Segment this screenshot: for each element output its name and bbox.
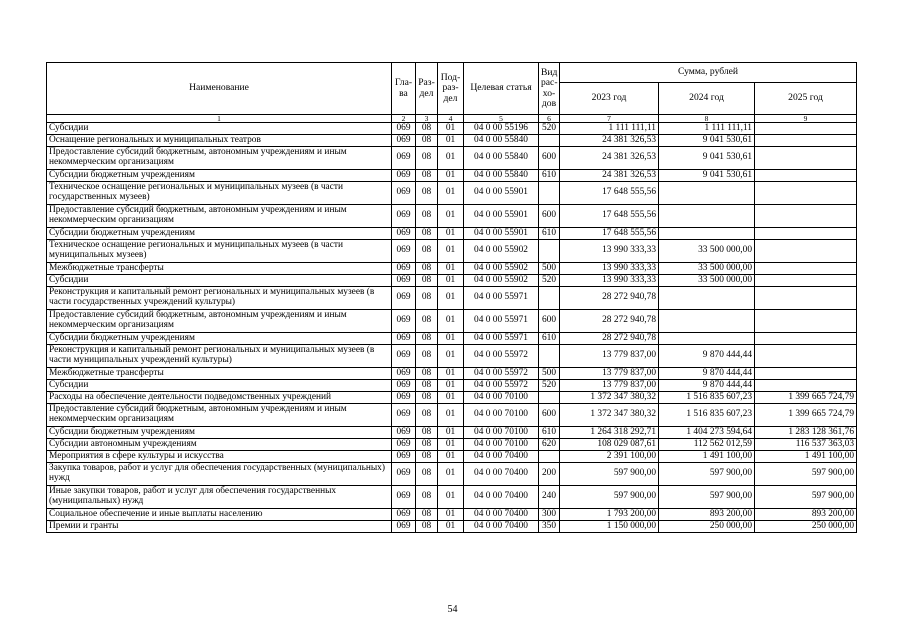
- cell-sum-2025: [755, 170, 857, 182]
- cell-subsection: 01: [438, 123, 464, 135]
- cell-sum-2024: 33 500 000,00: [659, 263, 755, 275]
- cell-name: Предоставление субсидий бюджетным, автономным учреждениям и иным некоммерческим организациям: [47, 310, 392, 333]
- cell-name: Иные закупки товаров, работ и услуг для обеспечения государственных (муниципальных) нужд: [47, 486, 392, 509]
- cell-sum-2023: 1 372 347 380,32: [560, 392, 659, 404]
- cell-expense-type: 620: [539, 439, 560, 451]
- cell-chapter: 069: [392, 439, 416, 451]
- cell-subsection: 01: [438, 228, 464, 240]
- cell-sum-2023: 1 150 000,00: [560, 521, 659, 533]
- cell-sum-2024: [659, 310, 755, 333]
- column-numbers-row: [47, 115, 857, 123]
- cell-subsection: 01: [438, 439, 464, 451]
- cell-subsection: 01: [438, 404, 464, 427]
- cell-sum-2025: [755, 147, 857, 170]
- cell-sum-2023: 1 372 347 380,32: [560, 404, 659, 427]
- cell-chapter: 069: [392, 135, 416, 147]
- cell-chapter: 069: [392, 205, 416, 228]
- cell-expense-type: 610: [539, 170, 560, 182]
- cell-sum-2025: [755, 135, 857, 147]
- cell-section: 08: [416, 404, 438, 427]
- table-row: [47, 182, 857, 205]
- header-expense-type: Вид рас-хо-дов: [539, 63, 560, 115]
- table-row: [47, 205, 857, 228]
- cell-subsection: 01: [438, 486, 464, 509]
- cell-sum-2025: [755, 263, 857, 275]
- cell-expense-type: [539, 135, 560, 147]
- cell-section: 08: [416, 439, 438, 451]
- table-row: [47, 275, 857, 287]
- column-number: 5: [464, 115, 539, 123]
- cell-expense-type: [539, 392, 560, 404]
- cell-target: 04 0 00 70100: [464, 427, 539, 439]
- cell-name: Субсидии: [47, 275, 392, 287]
- cell-subsection: 01: [438, 205, 464, 228]
- cell-chapter: 069: [392, 228, 416, 240]
- cell-subsection: 01: [438, 275, 464, 287]
- column-number: 1: [47, 115, 392, 123]
- cell-sum-2023: 597 900,00: [560, 486, 659, 509]
- cell-subsection: 01: [438, 263, 464, 275]
- cell-subsection: 01: [438, 310, 464, 333]
- cell-subsection: 01: [438, 509, 464, 521]
- cell-sum-2025: [755, 310, 857, 333]
- cell-sum-2023: 28 272 940,78: [560, 333, 659, 345]
- cell-chapter: 069: [392, 333, 416, 345]
- cell-expense-type: [539, 240, 560, 263]
- cell-expense-type: 610: [539, 333, 560, 345]
- cell-section: 08: [416, 333, 438, 345]
- cell-sum-2024: [659, 205, 755, 228]
- cell-name: Субсидии бюджетным учреждениям: [47, 170, 392, 182]
- cell-expense-type: [539, 451, 560, 463]
- cell-subsection: 01: [438, 463, 464, 486]
- cell-sum-2023: 28 272 940,78: [560, 310, 659, 333]
- cell-chapter: 069: [392, 310, 416, 333]
- cell-chapter: 069: [392, 486, 416, 509]
- table-row: [47, 368, 857, 380]
- table-row: [47, 380, 857, 392]
- cell-sum-2023: 2 391 100,00: [560, 451, 659, 463]
- cell-sum-2023: 13 990 333,33: [560, 240, 659, 263]
- cell-target: 04 0 00 70400: [464, 463, 539, 486]
- cell-target: 04 0 00 55840: [464, 135, 539, 147]
- cell-expense-type: 610: [539, 427, 560, 439]
- cell-sum-2023: 1 793 200,00: [560, 509, 659, 521]
- cell-name: Межбюджетные трансферты: [47, 263, 392, 275]
- cell-name: Предоставление субсидий бюджетным, автономным учреждениям и иным некоммерческим организациям: [47, 205, 392, 228]
- cell-target: 04 0 00 55901: [464, 182, 539, 205]
- cell-section: 08: [416, 380, 438, 392]
- header-2023: 2023 год: [560, 83, 659, 115]
- cell-section: 08: [416, 147, 438, 170]
- cell-chapter: 069: [392, 451, 416, 463]
- cell-chapter: 069: [392, 240, 416, 263]
- cell-sum-2025: 1 283 128 361,76: [755, 427, 857, 439]
- cell-sum-2025: [755, 333, 857, 345]
- cell-sum-2023: 13 990 333,33: [560, 275, 659, 287]
- cell-name: Реконструкция и капитальный ремонт региональных и муниципальных музеев (в части муниципальных учреждений культуры): [47, 345, 392, 368]
- cell-chapter: 069: [392, 182, 416, 205]
- cell-chapter: 069: [392, 170, 416, 182]
- cell-sum-2025: [755, 368, 857, 380]
- cell-sum-2023: 13 779 837,00: [560, 368, 659, 380]
- cell-subsection: 01: [438, 451, 464, 463]
- cell-target: 04 0 00 55971: [464, 333, 539, 345]
- cell-subsection: 01: [438, 427, 464, 439]
- cell-target: 04 0 00 55902: [464, 240, 539, 263]
- cell-subsection: 01: [438, 392, 464, 404]
- cell-subsection: 01: [438, 147, 464, 170]
- cell-sum-2024: 1 404 273 594,64: [659, 427, 755, 439]
- cell-sum-2023: 108 029 087,61: [560, 439, 659, 451]
- table-row: [47, 463, 857, 486]
- cell-section: 08: [416, 345, 438, 368]
- cell-expense-type: 520: [539, 123, 560, 135]
- cell-sum-2024: 112 562 012,59: [659, 439, 755, 451]
- header-subsection: Под-раз-дел: [438, 63, 464, 115]
- cell-sum-2024: 9 870 444,44: [659, 368, 755, 380]
- cell-sum-2025: [755, 123, 857, 135]
- cell-section: 08: [416, 463, 438, 486]
- cell-sum-2025: [755, 345, 857, 368]
- table-row: [47, 333, 857, 345]
- column-number: 7: [560, 115, 659, 123]
- cell-sum-2024: 250 000,00: [659, 521, 755, 533]
- cell-section: 08: [416, 392, 438, 404]
- cell-name: Предоставление субсидий бюджетным, автономным учреждениям и иным некоммерческим организациям: [47, 404, 392, 427]
- cell-name: Субсидии бюджетным учреждениям: [47, 427, 392, 439]
- cell-chapter: 069: [392, 463, 416, 486]
- cell-expense-type: [539, 345, 560, 368]
- table-row: [47, 263, 857, 275]
- cell-target: 04 0 00 55196: [464, 123, 539, 135]
- cell-target: 04 0 00 70400: [464, 509, 539, 521]
- cell-chapter: 069: [392, 509, 416, 521]
- cell-section: 08: [416, 228, 438, 240]
- cell-section: 08: [416, 310, 438, 333]
- cell-subsection: 01: [438, 135, 464, 147]
- cell-expense-type: 600: [539, 147, 560, 170]
- cell-subsection: 01: [438, 380, 464, 392]
- cell-sum-2023: 17 648 555,56: [560, 228, 659, 240]
- cell-sum-2025: 116 537 363,03: [755, 439, 857, 451]
- cell-sum-2025: [755, 380, 857, 392]
- cell-sum-2023: 13 779 837,00: [560, 345, 659, 368]
- table-row: [47, 486, 857, 509]
- cell-sum-2025: 1 399 665 724,79: [755, 404, 857, 427]
- cell-subsection: 01: [438, 240, 464, 263]
- header-chapter: Гла-ва: [392, 63, 416, 115]
- table-row: [47, 123, 857, 135]
- cell-expense-type: 350: [539, 521, 560, 533]
- table-row: [47, 427, 857, 439]
- cell-sum-2025: 1 399 665 724,79: [755, 392, 857, 404]
- cell-chapter: 069: [392, 368, 416, 380]
- cell-expense-type: 520: [539, 380, 560, 392]
- cell-target: 04 0 00 70400: [464, 521, 539, 533]
- table-row: [47, 147, 857, 170]
- cell-expense-type: 200: [539, 463, 560, 486]
- cell-target: 04 0 00 55901: [464, 205, 539, 228]
- cell-section: 08: [416, 451, 438, 463]
- cell-expense-type: 600: [539, 205, 560, 228]
- cell-sum-2023: 24 381 326,53: [560, 135, 659, 147]
- cell-name: Предоставление субсидий бюджетным, автономным учреждениям и иным некоммерческим организациям: [47, 147, 392, 170]
- table-header: [47, 63, 857, 123]
- cell-sum-2023: 24 381 326,53: [560, 170, 659, 182]
- cell-section: 08: [416, 123, 438, 135]
- cell-expense-type: 240: [539, 486, 560, 509]
- cell-name: Техническое оснащение региональных и муниципальных музеев (в части муниципальных музеев): [47, 240, 392, 263]
- cell-target: 04 0 00 55840: [464, 147, 539, 170]
- cell-name: Субсидии бюджетным учреждениям: [47, 333, 392, 345]
- cell-chapter: 069: [392, 287, 416, 310]
- cell-expense-type: 610: [539, 228, 560, 240]
- cell-sum-2024: 1 111 111,11: [659, 123, 755, 135]
- column-number: 8: [659, 115, 755, 123]
- cell-section: 08: [416, 240, 438, 263]
- header-target: Целевая статья: [464, 63, 539, 115]
- table-row: [47, 135, 857, 147]
- cell-sum-2023: 597 900,00: [560, 463, 659, 486]
- cell-chapter: 069: [392, 404, 416, 427]
- page-number: 54: [447, 604, 458, 615]
- cell-name: Социальное обеспечение и иные выплаты населению: [47, 509, 392, 521]
- header-2025: 2025 год: [755, 83, 857, 115]
- cell-sum-2024: 1 491 100,00: [659, 451, 755, 463]
- cell-sum-2023: 1 111 111,11: [560, 123, 659, 135]
- cell-chapter: 069: [392, 521, 416, 533]
- cell-chapter: 069: [392, 123, 416, 135]
- cell-expense-type: [539, 182, 560, 205]
- cell-section: 08: [416, 427, 438, 439]
- cell-expense-type: [539, 287, 560, 310]
- cell-chapter: 069: [392, 427, 416, 439]
- cell-sum-2023: 13 779 837,00: [560, 380, 659, 392]
- cell-sum-2023: 17 648 555,56: [560, 182, 659, 205]
- cell-name: Межбюджетные трансферты: [47, 368, 392, 380]
- cell-sum-2024: [659, 182, 755, 205]
- table-row: [47, 240, 857, 263]
- cell-sum-2024: 9 870 444,44: [659, 380, 755, 392]
- cell-expense-type: 500: [539, 368, 560, 380]
- cell-sum-2024: 9 041 530,61: [659, 170, 755, 182]
- cell-target: 04 0 00 55971: [464, 287, 539, 310]
- header-sum: Сумма, рублей: [560, 63, 857, 83]
- cell-sum-2025: 1 491 100,00: [755, 451, 857, 463]
- cell-sum-2024: 597 900,00: [659, 486, 755, 509]
- cell-name: Расходы на обеспечение деятельности подведомственных учреждений: [47, 392, 392, 404]
- table-row: [47, 451, 857, 463]
- cell-target: 04 0 00 70100: [464, 404, 539, 427]
- cell-section: 08: [416, 182, 438, 205]
- cell-section: 08: [416, 368, 438, 380]
- cell-name: Премии и гранты: [47, 521, 392, 533]
- cell-name: Оснащение региональных и муниципальных театров: [47, 135, 392, 147]
- cell-sum-2024: 9 041 530,61: [659, 135, 755, 147]
- cell-chapter: 069: [392, 380, 416, 392]
- header-2024: 2024 год: [659, 83, 755, 115]
- cell-sum-2025: 597 900,00: [755, 486, 857, 509]
- column-number: 3: [416, 115, 438, 123]
- cell-section: 08: [416, 205, 438, 228]
- cell-sum-2024: 33 500 000,00: [659, 240, 755, 263]
- cell-sum-2025: 250 000,00: [755, 521, 857, 533]
- cell-sum-2023: 17 648 555,56: [560, 205, 659, 228]
- cell-chapter: 069: [392, 275, 416, 287]
- cell-section: 08: [416, 486, 438, 509]
- table-row: [47, 392, 857, 404]
- cell-sum-2024: [659, 287, 755, 310]
- cell-section: 08: [416, 287, 438, 310]
- column-number: 9: [755, 115, 857, 123]
- cell-expense-type: 600: [539, 310, 560, 333]
- cell-sum-2024: 1 516 835 607,23: [659, 404, 755, 427]
- cell-section: 08: [416, 170, 438, 182]
- table-row: [47, 287, 857, 310]
- cell-name: Закупка товаров, работ и услуг для обеспечения государственных (муниципальных) нужд: [47, 463, 392, 486]
- cell-sum-2024: 9 041 530,61: [659, 147, 755, 170]
- cell-sum-2025: [755, 205, 857, 228]
- table-body: [47, 123, 857, 533]
- cell-subsection: 01: [438, 368, 464, 380]
- table-row: [47, 521, 857, 533]
- table-row: [47, 439, 857, 451]
- cell-chapter: 069: [392, 345, 416, 368]
- cell-sum-2023: 13 990 333,33: [560, 263, 659, 275]
- cell-target: 04 0 00 70400: [464, 451, 539, 463]
- cell-section: 08: [416, 263, 438, 275]
- cell-expense-type: 520: [539, 275, 560, 287]
- cell-target: 04 0 00 55840: [464, 170, 539, 182]
- cell-target: 04 0 00 70100: [464, 439, 539, 451]
- cell-section: 08: [416, 521, 438, 533]
- cell-name: Реконструкция и капитальный ремонт региональных и муниципальных музеев (в части государственных учреждений культуры): [47, 287, 392, 310]
- cell-sum-2023: 28 272 940,78: [560, 287, 659, 310]
- cell-chapter: 069: [392, 392, 416, 404]
- cell-sum-2025: [755, 228, 857, 240]
- table-row: [47, 228, 857, 240]
- table-row: [47, 345, 857, 368]
- cell-sum-2025: 893 200,00: [755, 509, 857, 521]
- cell-name: Мероприятия в сфере культуры и искусства: [47, 451, 392, 463]
- cell-expense-type: 500: [539, 263, 560, 275]
- cell-section: 08: [416, 509, 438, 521]
- table-row: [47, 509, 857, 521]
- cell-section: 08: [416, 275, 438, 287]
- cell-sum-2025: [755, 182, 857, 205]
- cell-expense-type: 600: [539, 404, 560, 427]
- cell-target: 04 0 00 55972: [464, 368, 539, 380]
- cell-subsection: 01: [438, 333, 464, 345]
- cell-sum-2023: 24 381 326,53: [560, 147, 659, 170]
- cell-target: 04 0 00 70100: [464, 392, 539, 404]
- cell-name: Субсидии бюджетным учреждениям: [47, 228, 392, 240]
- cell-name: Техническое оснащение региональных и муниципальных музеев (в части государственных музеев): [47, 182, 392, 205]
- cell-subsection: 01: [438, 345, 464, 368]
- column-number: 6: [539, 115, 560, 123]
- cell-expense-type: 300: [539, 509, 560, 521]
- cell-name: Субсидии автономным учреждениям: [47, 439, 392, 451]
- cell-target: 04 0 00 55901: [464, 228, 539, 240]
- cell-sum-2025: [755, 287, 857, 310]
- cell-sum-2024: 1 516 835 607,23: [659, 392, 755, 404]
- cell-sum-2025: 597 900,00: [755, 463, 857, 486]
- cell-sum-2023: 1 264 318 292,71: [560, 427, 659, 439]
- cell-subsection: 01: [438, 521, 464, 533]
- cell-sum-2024: 9 870 444,44: [659, 345, 755, 368]
- cell-target: 04 0 00 70400: [464, 486, 539, 509]
- cell-subsection: 01: [438, 170, 464, 182]
- column-number: 4: [438, 115, 464, 123]
- header-section: Раз-дел: [416, 63, 438, 115]
- budget-table: [46, 62, 857, 533]
- cell-sum-2025: [755, 275, 857, 287]
- table-row: [47, 404, 857, 427]
- cell-section: 08: [416, 135, 438, 147]
- cell-sum-2024: 893 200,00: [659, 509, 755, 521]
- cell-name: Субсидии: [47, 380, 392, 392]
- cell-target: 04 0 00 55972: [464, 345, 539, 368]
- cell-sum-2025: [755, 240, 857, 263]
- header-name: Наименование: [47, 63, 392, 115]
- cell-sum-2024: 597 900,00: [659, 463, 755, 486]
- cell-target: 04 0 00 55971: [464, 310, 539, 333]
- cell-chapter: 069: [392, 147, 416, 170]
- table-row: [47, 170, 857, 182]
- cell-sum-2024: 33 500 000,00: [659, 275, 755, 287]
- cell-target: 04 0 00 55902: [464, 275, 539, 287]
- cell-sum-2024: [659, 333, 755, 345]
- table-row: [47, 310, 857, 333]
- cell-sum-2024: [659, 228, 755, 240]
- cell-chapter: 069: [392, 263, 416, 275]
- cell-subsection: 01: [438, 182, 464, 205]
- cell-target: 04 0 00 55902: [464, 263, 539, 275]
- cell-name: Субсидии: [47, 123, 392, 135]
- cell-subsection: 01: [438, 287, 464, 310]
- cell-target: 04 0 00 55972: [464, 380, 539, 392]
- column-number: 2: [392, 115, 416, 123]
